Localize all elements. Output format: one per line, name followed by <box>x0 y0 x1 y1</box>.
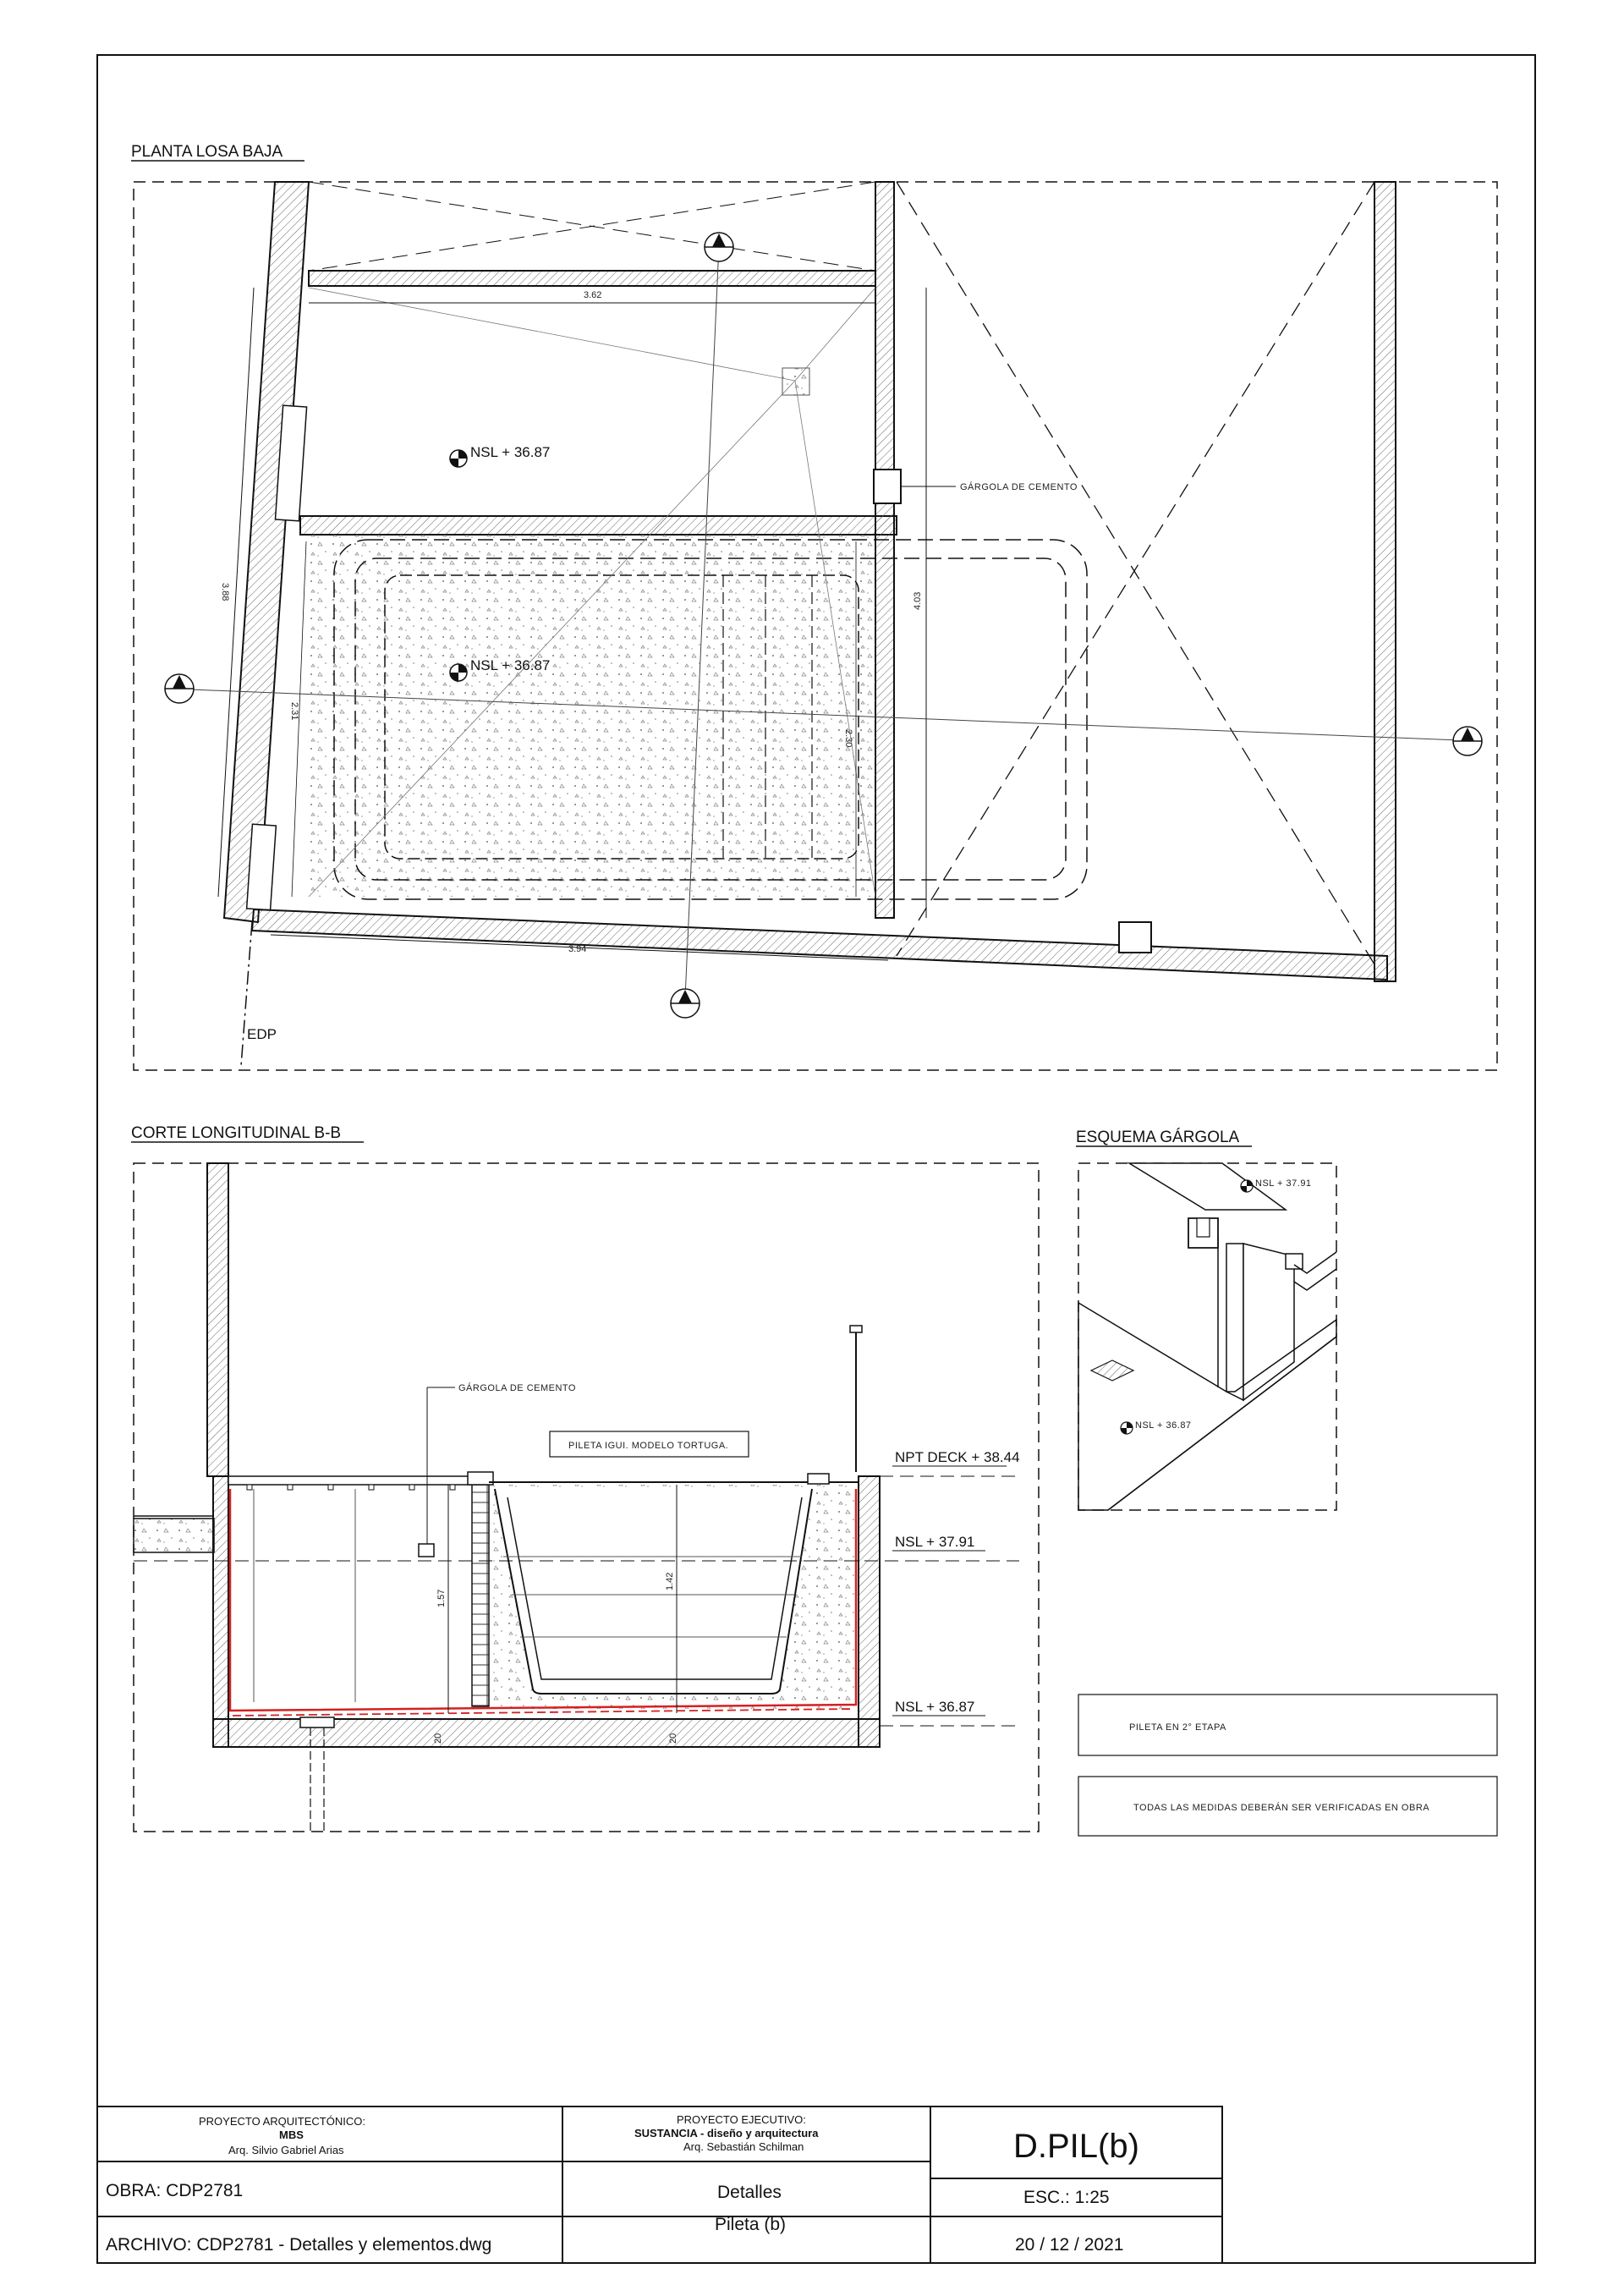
plan-mid-wall <box>875 182 894 918</box>
section-vent-cap <box>850 1326 862 1332</box>
plan-dim-inner-right: 2.30 <box>843 729 853 748</box>
plan-right-wall <box>1374 182 1396 981</box>
plan-section-marker-bottom <box>671 989 700 1018</box>
plan-void-cross-1 <box>897 182 1374 964</box>
section-npt-deck: NPT DECK + 38.44 <box>895 1449 1020 1465</box>
plan-slope-line-2 <box>795 288 875 381</box>
section-deck <box>228 1476 482 1485</box>
section-dim-h-mid: 1.42 <box>665 1572 675 1590</box>
tb-proj-arch-label: PROYECTO ARQUITECTÓNICO: <box>199 2115 365 2128</box>
scheme-viewport <box>1078 1163 1336 1510</box>
section-ground-slab <box>134 1519 214 1552</box>
plan-section-marker-right <box>1453 727 1482 755</box>
tb-proj-exec-name: SUSTANCIA - diseño y arquitectura <box>634 2127 819 2139</box>
plan-left-opening-2 <box>247 824 277 910</box>
plan-dim-bottom: 3.94 <box>568 944 587 954</box>
section-pool-shell <box>495 1489 812 1694</box>
tb-proj-exec-person: Arq. Sebastián Schilman <box>683 2140 804 2153</box>
section-drain-head <box>300 1717 334 1727</box>
plan-level-marker-2 <box>450 664 467 681</box>
plan-top-wall-2 <box>300 516 897 535</box>
plan-level-2: NSL + 36.87 <box>470 657 551 673</box>
plan-edp-line <box>241 922 252 1066</box>
scheme-parapet-2 <box>1294 1269 1336 1290</box>
plan-dim-right: 4.03 <box>913 591 923 610</box>
section-title: CORTE LONGITUDINAL B-B <box>131 1124 342 1142</box>
plan-drain <box>782 368 809 395</box>
section-deck-joists <box>247 1485 455 1490</box>
section-brick-column <box>472 1485 489 1706</box>
title-block <box>97 2106 1222 2263</box>
scheme-level-marker-top <box>1241 1180 1253 1192</box>
note-stage: PILETA EN 2° ETAPA <box>1129 1722 1226 1733</box>
section-dim-h-left: 1.57 <box>436 1589 447 1607</box>
scheme-drain <box>1091 1360 1133 1381</box>
tb-obra: OBRA: CDP2781 <box>106 2181 244 2200</box>
scheme-level-marker-bottom <box>1121 1422 1133 1434</box>
scheme-slab <box>1078 1303 1336 1510</box>
section-tank-right-wall <box>859 1476 880 1747</box>
section-left-wall <box>207 1163 228 1476</box>
scheme-wall-front <box>1226 1244 1243 1400</box>
section-nsl-low: NSL + 36.87 <box>895 1699 975 1715</box>
tb-proj-arch-person: Arq. Silvio Gabriel Arias <box>228 2144 344 2156</box>
plan-dim-inner-left: 2.31 <box>289 702 299 721</box>
plan-top-wall-1 <box>309 271 875 286</box>
section-gargola-box <box>419 1544 434 1557</box>
plan-void-cross-2 <box>897 182 1374 956</box>
note-verify: TODAS LAS MEDIDAS DEBERÁN SER VERIFICADAS EN OBRA <box>1133 1803 1430 1813</box>
scheme-nsl-top: NSL + 37.91 <box>1255 1178 1312 1189</box>
scheme-channel-outlet <box>1286 1254 1303 1269</box>
section-nsl-mid: NSL + 37.91 <box>895 1534 975 1550</box>
plan-level-marker-1 <box>450 450 467 467</box>
plan-level-1: NSL + 36.87 <box>470 444 551 460</box>
section-dim-slab-left: 20 <box>433 1733 443 1744</box>
scheme-title: ESQUEMA GÁRGOLA <box>1076 1129 1240 1146</box>
sheet-border <box>97 55 1535 2263</box>
plan-edp-label: EDP <box>247 1026 277 1042</box>
tb-sheet-code: D.PIL(b) <box>1013 2128 1139 2165</box>
tb-date: 20 / 12 / 2021 <box>1015 2235 1124 2255</box>
tb-proj-exec-label: PROYECTO EJECUTIVO: <box>677 2113 806 2126</box>
tb-proj-arch-name: MBS <box>279 2128 304 2141</box>
scheme-view <box>1076 1129 1336 1510</box>
plan-gargola-box <box>874 470 901 503</box>
plan-bottom-wall <box>252 909 1387 980</box>
scheme-nsl-bottom: NSL + 36.87 <box>1135 1420 1192 1431</box>
section-tank-left-wall <box>213 1476 228 1747</box>
section-pool-coping-right <box>808 1474 829 1484</box>
plan-bottom-column <box>1119 922 1151 953</box>
tb-scale: ESC.: 1:25 <box>1023 2188 1110 2207</box>
section-dim-slab-mid: 20 <box>668 1733 678 1744</box>
plan-view <box>131 143 1497 1070</box>
section-pool-model: PILETA IGUI. MODELO TORTUGA. <box>568 1441 729 1451</box>
plan-dim-top: 3.62 <box>584 290 602 300</box>
plan-title: PLANTA LOSA BAJA <box>131 143 283 161</box>
tb-archivo: ARCHIVO: CDP2781 - Detalles y elementos.dwg <box>106 2235 492 2255</box>
plan-section-marker-top <box>705 233 733 261</box>
plan-dim-left: 3.88 <box>220 583 230 601</box>
plan-pool-slab <box>309 535 875 897</box>
tb-content-2: Pileta (b) <box>715 2215 787 2234</box>
plan-slope-line-1 <box>309 288 795 381</box>
plan-gargola-label: GÁRGOLA DE CEMENTO <box>960 482 1078 492</box>
section-gargola-label: GÁRGOLA DE CEMENTO <box>458 1383 576 1393</box>
plan-left-wall <box>224 182 309 922</box>
scheme-channel-inner <box>1197 1218 1210 1237</box>
tb-content-1: Detalles <box>717 2183 782 2202</box>
section-view <box>131 1124 1039 1832</box>
plan-section-marker-left <box>165 674 194 703</box>
